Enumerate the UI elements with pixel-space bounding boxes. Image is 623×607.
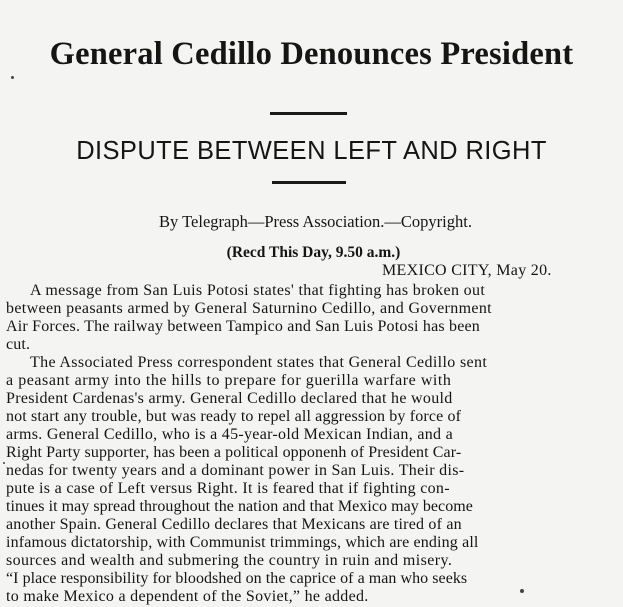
- body-line: A message from San Luis Potosi states' that fighting has broken out: [30, 282, 486, 299]
- body-line: President Cardenas's army. General Cedillo declared that he would: [6, 390, 453, 407]
- body-line: infamous dictatorship, with Communist trimmings, which are ending all: [6, 534, 479, 551]
- body-line: cut.: [6, 336, 31, 353]
- body-line: tinues it may spread throughout the nation and that Mexico may become: [6, 498, 473, 515]
- headline: General Cedillo Denounces President: [49, 36, 574, 72]
- ink-speck: [11, 76, 14, 79]
- body-line: pute is a case of Left versus Right. It is feared that if fighting con-: [6, 480, 450, 497]
- ink-speck: [520, 589, 524, 593]
- body-line: “I place responsibility for bloodshed on the caprice of a man who seeks: [6, 570, 468, 587]
- body-line: between peasants armed by General Saturnino Cedillo, and Government: [6, 300, 492, 317]
- subheadline: DISPUTE BETWEEN LEFT AND RIGHT: [76, 137, 547, 165]
- body-line: The Associated Press correspondent states that General Cedillo sent: [30, 354, 488, 371]
- wire-credit: By Telegraph—Press Association.—Copyright.: [159, 212, 472, 231]
- ink-speck: [3, 462, 5, 464]
- body-line: to make Mexico a dependent of the Soviet,” he added.: [6, 588, 369, 605]
- body-line: Air Forces. The railway between Tampico and San Luis Potosi has been: [6, 318, 481, 335]
- divider-rule-bottom: [272, 181, 346, 184]
- body-line: Right Party supporter, has been a political opponenh of President Car-: [6, 444, 462, 461]
- body-line: nedas for twenty years and a dominant power in San Luis. Their dis-: [6, 462, 465, 479]
- body-line: a peasant army into the hills to prepare for guerilla warfare with: [6, 372, 452, 389]
- body-line: arms. General Cedillo, who is a 45-year-old Mexican Indian, and a: [6, 426, 454, 443]
- received-time: (Recd This Day, 9.50 a.m.): [226, 244, 401, 261]
- dateline: MEXICO CITY, May 20.: [382, 262, 552, 279]
- body-line: not start any trouble, but was ready to repel all aggression by force of: [6, 408, 462, 425]
- divider-rule-top: [270, 112, 347, 115]
- body-line: sources and wealth and submering the country in ruin and misery.: [6, 552, 453, 569]
- body-line: another Spain. General Cedillo declares that Mexicans are tired of an: [6, 516, 462, 533]
